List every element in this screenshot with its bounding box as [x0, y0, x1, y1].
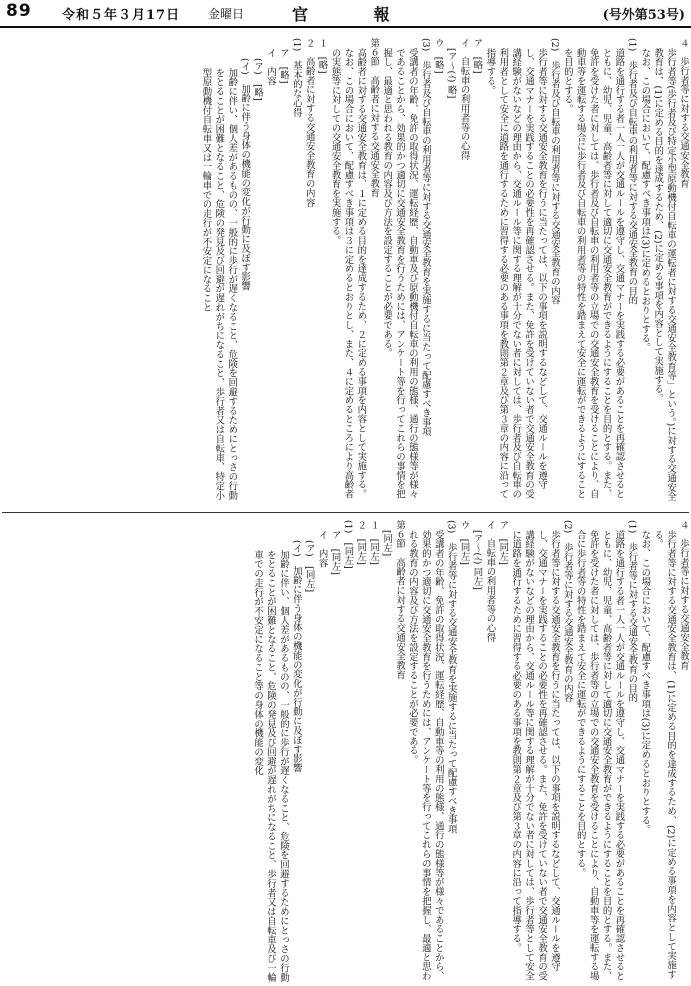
paragraph: (1) 歩行者等に対する交通安全教育の目的 [626, 520, 638, 703]
paragraph: 歩行者等に対する交通安全教育を行うに当たっては、以下の事項を説明するなどして、交通ルールを遵守し、交通マナーを実践することの必要性を再確認させる。また、免許を受けていない者で交通安全教育の受講経験がないなどの理由から、交通ルール等に関する理解が十分でない者に対しては、歩行者及び自転車の利用者として安全に道路を通行するために習得する必要のある事項を教則第２章及び第３章の内容に沿って指導する。 [484, 48, 548, 499]
paragraph: (イ) 加齢に伴う身体の機能の変化が行動に及ぼす影響 [239, 58, 251, 291]
paragraph: (2) 歩行者等に対する交通安全教育の内容 [561, 520, 573, 703]
paragraph: 第６節 高齢者に対する交通安全教育 [368, 38, 380, 198]
paragraph: ウ [略] [432, 38, 444, 74]
page-body [2, 30, 689, 982]
lower-section [2, 520, 689, 986]
paragraph: １ [略] [316, 38, 328, 74]
paragraph: [ア〜(ｲ) 同左] [471, 530, 483, 590]
section-divider [2, 512, 689, 513]
paragraph: (3) 歩行者及び自転車の利用者等に対する交通安全教育を実施するに当たって配慮すべき事項 [419, 38, 431, 437]
paragraph: １ [同左] [368, 520, 380, 565]
paragraph: 歩行者等に対する交通安全教育は、(1)に定める目的を達成するため、(2)に定める事項を内容として実施する。 [652, 530, 677, 980]
upper-text-column [2, 38, 689, 504]
paragraph: (1) 歩行者及び自転車の利用者等に対する交通安全教育の目的 [626, 38, 638, 305]
paragraph: [ア〜(ｲ) 略] [445, 48, 457, 99]
paragraph: 受講者の年齢、免許の取得状況、運転経歴、自動車及び原動機付自転車の利用の態様、通行の態様等が様々であることから、効果的かつ適切に交通安全教育を行うためには、アンケート等を行ってこれらの事情を把握し、最適と思われる教育の内容及び方法を設定することが必要である。 [381, 48, 418, 499]
weekday: 金曜日 [208, 7, 245, 21]
upper-section [2, 38, 689, 504]
paragraph: なお、この場合において、配慮すべき事項は(3)に定めるとおりとする。 [639, 48, 651, 353]
paragraph: ア [同左] [497, 520, 509, 565]
paragraph: ４ 歩行者等に対する交通安全教育 [678, 38, 689, 189]
paragraph: 高齢者に対する交通安全教育は、１に定める目的を達成するため、２に定める事項を内容として実施する。 [355, 48, 367, 499]
page-header [0, 0, 691, 30]
paragraph: (1) 基本的な心得 [290, 38, 302, 118]
paragraph: (3) 歩行者等に対する交通安全教育を実施するに当たって配慮すべき事項 [445, 520, 457, 834]
paragraph: 歩行者等(歩行者及び特定小型原動機付自転車の運転者に対する交通安全教育等」という。)に対する交通安全教育は、(1)に定める目的を達成するため、(2)に定める事項を内容として実施する。 [652, 48, 677, 502]
paragraph: ２ [同左] [355, 520, 367, 565]
paragraph: イ 内容 [265, 48, 276, 86]
paragraph: イ 自転車の利用者等の心得 [458, 38, 470, 161]
paragraph: なお、この場合において、配慮すべき事項は(3)に定めるとおりとする。 [639, 530, 651, 835]
paragraph: なお、この場合において、配慮すべき事項は３に定めるとおりとし、また、４に定めるところにより高齢者の実態等に対しての交通安全教育を実施する。 [329, 48, 354, 499]
paragraph: 歩行者等に対する交通安全教育を行うに当たっては、以下の事項を説明するなどして、交通ルールを遵守し、交通マナーを実践することの必要性を再確認させる。また、免許を受けていない者で交通安全教育の受講経験がないなどの理由から、交通ルール等に関する理解が十分でない者に対しては、歩行者等として安全に道路を通行するために習得する必要のある事項を教則第２章及び第３章の内容に沿って指導する。 [510, 530, 560, 981]
paragraph: 道路を通行する者一人一人が交通ルールを遵守し、交通マナーを実践する必要があることを再確認させるとともに、幼児、児童、高齢者等に対して適切に交通安全教育ができるようにすることを目的とする。また、免許を受けた者に対しては、歩行者等の立場での交通安全教育を受けることにより、自動車等を運転する場合に歩行者等の特性を踏まえて安全に運転ができるようにすることを目的とする。 [574, 530, 625, 981]
paragraph: イ 自転車の利用者等の心得 [484, 520, 496, 643]
paragraph: 道路を通行する者一人一人が交通ルールを遵守し、交通マナーを実践する必要があることを再確認させるとともに、幼児、児童、高齢者等に対して適切に交通安全教育ができるようにすることを目的とする。また、免許を受けた者に対しては、歩行者及び自転車の利用者等の立場での交通安全教育を受けることにより、自動車等を運転する場合に歩行者及び自転車の利用者等の特性を踏まえて安全に運転ができるようにすることを目的とする。 [561, 48, 625, 499]
issue-number: (号外第53号) [602, 8, 685, 23]
paragraph: 受講者の年齢、免許の取得状況、運転経歴、自動車等の利用の態様、通行の態様等が様々であることから、効果的かつ適切に交通安全教育を行うためには、アンケート等を行ってこれらの事情を把握し、最適と思われる教育の内容及び方法を設定することが必要である。 [406, 530, 444, 981]
paragraph: ２ 高齢者に対する交通安全教育の内容 [303, 38, 315, 208]
gazette-title: 官 報 [292, 5, 420, 24]
paragraph: ４ 歩行者等に対する交通安全教育 [678, 520, 689, 671]
issue-date: 令和５年３月17日 [62, 8, 181, 23]
paragraph: (ア) [同左] [303, 540, 315, 593]
paragraph: (2) 歩行者及び自転車の利用者等に対する交通安全教育の内容 [548, 38, 560, 305]
paragraph: (イ) 加齢に伴う身体の機能の変化が行動に及ぼす影響 [290, 540, 302, 773]
paragraph: (1) [同左] [342, 520, 354, 569]
paragraph: 加齢に伴い、個人差があるものの、一般的に歩行が遅くなること、危険を回避するためにとっさの行動をとることが困難となること、危険の発見及び回避が遅れがちになること、歩行者又は自転車及び一輪車での走行が不安定になること等の身体の機能の変化 [252, 550, 289, 982]
paragraph: ウ [同左] [458, 520, 470, 565]
paragraph: 第６節 高齢者に対する交通安全教育 [394, 520, 406, 680]
page-number: 89 [6, 1, 32, 21]
paragraph: ア [同左] [329, 530, 341, 575]
paragraph: ア [略] [471, 38, 483, 74]
paragraph: ア [略] [277, 48, 289, 84]
paragraph: イ 内容 [316, 530, 328, 568]
header-rule [0, 26, 691, 28]
paragraph: (ア) [略] [252, 58, 264, 101]
lower-text-column [2, 520, 689, 986]
paragraph: 加齢に伴い、個人差があるものの、一般的に歩行が遅くなること、危険を回避するためにとっさの行動をとることが困難となること、危険の発見及び回避が遅れがちになること、歩行者又は自転車、特定小型原動機付自転車又は一輪車での走行が不安定になること [200, 68, 238, 500]
paragraph: [同左] [381, 530, 393, 557]
